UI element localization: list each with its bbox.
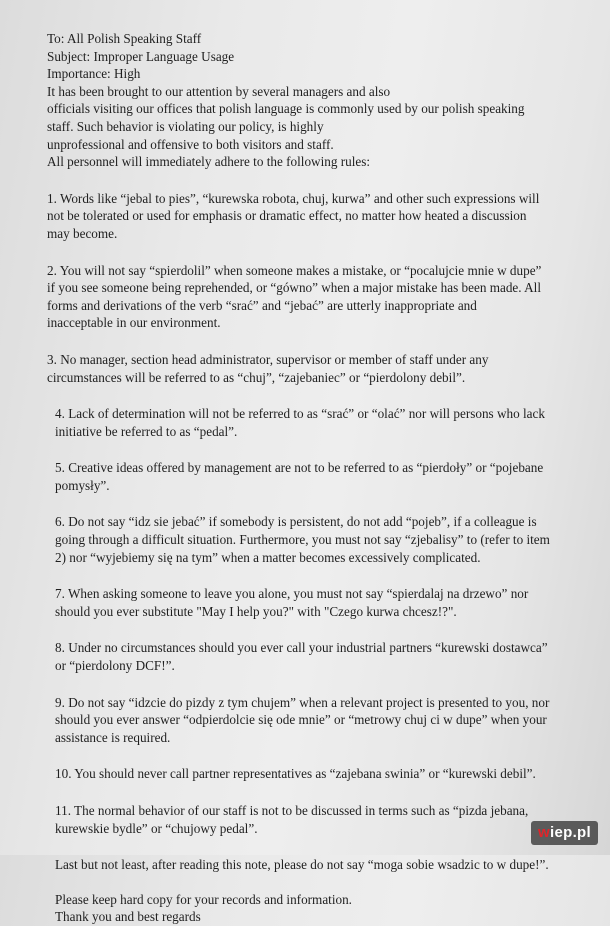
last-rule [47,856,595,874]
rule-line: may become. [47,225,118,241]
rule-line: pomysły”. [55,477,110,493]
rule-4 [47,405,595,440]
subject-line: Subject: Improper Language Usage [47,48,235,64]
rule-line: 2. You will not say “spierdolil” when someone makes a mistake, or “pocalujcie mnie w dupe” [47,262,542,278]
rule-1 [47,190,595,243]
rule-line: 2) nor “wyjebiemy się na tym” when a matter becomes excessively complicated. [55,549,481,565]
rule-11 [47,802,595,837]
site-watermark [531,821,598,845]
memo-header [47,30,595,83]
rule-5 [47,459,595,494]
rule-line: 11. The normal behavior of our staff is not to be discussed in terms such as “pizda jebana, [55,803,529,818]
rule-line: 6. Do not say “idz sie jebać” if somebody is persistent, do not add “pojeb”, if a colleague is [55,514,537,530]
rule-line: assistance is required. [55,729,171,745]
rule-line: kurewskie bydle” or “chujowy pedal”. [55,820,258,836]
rule-line: should you ever substitute "May I help you?" with "Czego kurwa chcesz!?". [55,603,457,619]
rule-line: not be tolerated or used for emphasis or dramatic effect, no matter how heated a discussion [47,208,527,224]
intro-line: unprofessional and offensive to both visitors and staff. [47,136,334,152]
intro-line: staff. Such behavior is violating our policy, is highly [47,118,324,134]
rule-7 [47,585,595,620]
intro-paragraph [47,83,595,171]
intro-line: All personnel will immediately adhere to the following rules: [47,154,371,170]
rule-line: circumstances will be referred to as “chuj”, “zajebaniec” or “pierdolony debil”. [47,369,466,385]
rule-line: initiative be referred to as “pedal”. [55,423,238,439]
rule-8 [47,639,595,674]
to-line: To: All Polish Speaking Staff [47,31,202,46]
rule-line: 3. No manager, section head administrator, supervisor or member of staff under any [47,351,489,367]
rule-line: 9. Do not say “idzcie do pizdy z tym chujem” when a relevant project is presented to you, nor [55,694,550,710]
rule-10 [47,765,595,783]
rule-line: going through a difficult situation. Furthermore, you must not say “zjebalisy” to (refer to item [55,532,550,548]
watermark-rest: iep.pl [550,824,591,841]
closing-line: Please keep hard copy for your records and information. [55,891,352,907]
rule-9 [47,694,595,747]
rule-line: 4. Lack of determination will not be referred to as “srać” or “olać” nor will persons who lack [55,406,545,422]
memo-document [47,30,595,926]
rule-line: Last but not least, after reading this note, please do not say “moga sobie wsadzic to w dupe!”. [55,857,549,873]
rule-3 [47,351,595,386]
rule-line: 5. Creative ideas offered by management are not to be referred to as “pierdoły” or “pojebane [55,460,544,476]
rule-line: inacceptable in our environment. [47,315,221,331]
closing [47,891,595,926]
rule-line: 10. You should never call partner representatives as “zajebana swinia” or “kurewski debil”. [55,766,536,782]
intro-line: It has been brought to our attention by several managers and also [47,83,391,99]
rule-line: should you ever answer “odpierdolcie się ode mnie” or “metrowy chuj ci w dupe” when your [55,712,547,728]
rule-2 [47,262,595,332]
importance-line: Importance: High [47,66,141,82]
intro-line: officials visiting our offices that polish language is commonly used by our polish speaking [47,101,525,117]
rule-line: 1. Words like “jebal to pies”, “kurewska robota, chuj, kurwa” and other such expressions will [47,190,540,206]
rule-line: if you see someone being reprehended, or “gówno” when a major mistake has been made. All [47,280,542,296]
rule-line: forms and derivations of the verb “srać” and “jebać” are utterly inappropriate and [47,297,477,313]
rule-line: 8. Under no circumstances should you ever call your industrial partners “kurewski dostawca” [55,640,548,656]
rule-6 [47,513,595,566]
closing-line: Thank you and best regards [55,909,201,925]
rule-line: or “pierdolony DCF!”. [55,658,175,674]
rule-line: 7. When asking someone to leave you alone, you must not say “spierdalaj na drzewo” nor [55,586,529,602]
watermark-w: w [538,824,551,841]
